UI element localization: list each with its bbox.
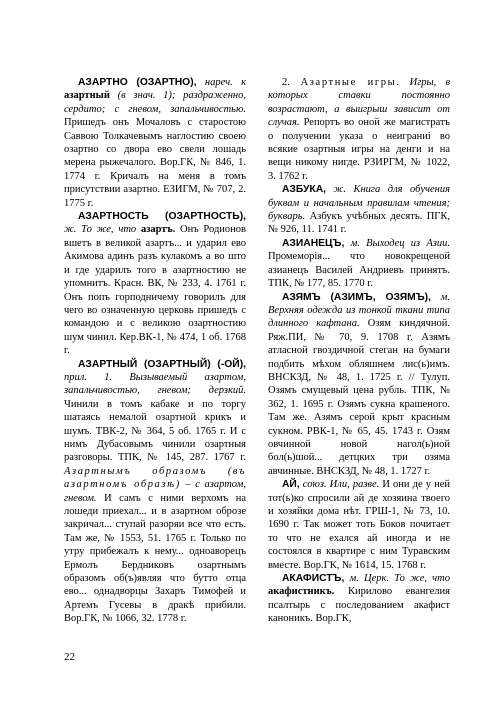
phrase-variant: (въ азартномъ образѣ) [64, 465, 246, 491]
grammar-note: нареч. к [196, 77, 247, 88]
phrase: Азартнымъ образомъ [64, 465, 207, 477]
headword: АЗИАНЕЦЪ, [282, 237, 345, 249]
grammar-note: м. [344, 573, 359, 585]
entry-azartno [64, 76, 246, 210]
entry-azartny-sense-2 [268, 76, 450, 183]
entry-akafist [268, 572, 450, 626]
entry-azianets [268, 237, 450, 291]
definition: Книга для обучения буквам и начальным правилам чтения; букварь. [268, 184, 450, 223]
examples: Азбукъ учѣбных десять. ПГК, № 926, 11. 1741 г. [268, 211, 450, 236]
headword: АЗАРТНОСТЬ (ОЗАРТНОСТЬ), [78, 211, 246, 223]
definition: (в знач. 1); раздраженно, сердито; с гневом, запальчивостью. [64, 90, 246, 115]
grammar-note: союз. [299, 479, 327, 491]
definition: Выходец из Азии. [359, 237, 450, 249]
phrase: Азартные игры. [289, 77, 401, 88]
definition: Вызываемый азартом, запальчивостью, гневом; дерзкий. [64, 371, 246, 397]
entry-azyam [268, 291, 450, 479]
headword: АЗБУКА, [282, 184, 327, 196]
page-number: 22 [64, 651, 75, 663]
definition: Или, разве. [326, 479, 380, 491]
right-column [268, 76, 450, 626]
examples: Озям киндячной. Ряж.ПИ, № 70, 9. 1708 г. Азямъ атласной гвоздичной стеган на бумаги подбить мѣхом обляшнем лис(ь)имъ. ВНСКЗД, № 48, 1. 1725 г. // Тулуп. Озямъ смущевый цена рубль. ТПК, № 362, 1. 1695 г. Озямъ сукна крашеного. Там же. Азямъ серой крыт красным сукном. РВК-1, № 65, 45. 1743 г. Озям овчинной новой нагол(ь)ной бол(ь)шой... детцких три озяма авчинные. ВНСКЗД, № 48, 1. 1727 г. [268, 318, 450, 477]
definition: Церк. То же, что [358, 573, 451, 585]
grammar-note: ж. [326, 184, 346, 196]
examples: Репортъ во оной же магистратъ о получении указа о неиграниі во всякие озартныя игры на денги и на вещи никому нигде. РЗИРГМ, № 1022, 3. 1762 г. [268, 117, 450, 182]
phrase-definition: – с азартом, гневом. [64, 479, 246, 504]
entry-azartny [64, 358, 246, 626]
examples: Онъ Родионов вшетъ в великой азартъ... и ударил ево Акимова адинъ разъ кулакомъ а во што и где ударилъ того в азартностию не упомнитъ. Красн. ВК, № 233, 4. 1761 г. Онъ попъ горподничему говорилъ для чего во означенную церковь пришедъ с командою и с великою озартностию шум чинил. Кер.ВК-1, № 474, 1 об. 1768 г. [64, 224, 246, 357]
sense-number: 2. [282, 77, 290, 88]
cross-reference: азартъ. [136, 224, 176, 236]
definition: Верхняя одежда из тонкой ткани типа длинного кафтана. [268, 304, 450, 330]
grammar-note: ж. [64, 224, 77, 236]
examples: Пришедъ онъ Мочаловъ с старостою Саввою Толкачевымъ наглостию своею озартно со двора ево свели лошадь мерена рыжечалого. Вор.ГК, № 846, 1. 1774 г. Кричалъ на меня в томъ присутствии азартно. ЕЗИГМ, № 707, 2. 1775 г. [64, 117, 246, 209]
grammar-note: м. [430, 291, 450, 303]
left-column [64, 76, 246, 626]
examples: И они де у ней тот(ь)ко спросили ай де хозяина твоего и хозяйки дома нѣт. ГРШ-1, № 73, 10. 1690 г. Так может тоть Боков почитает то что не ехался ай иногда и не состоялся в квартире с ним Туравским вместе. Вор.ГК, № 1614, 15. 1768 г. [268, 479, 450, 571]
grammar-note: прил. 1. [64, 371, 113, 383]
cross-reference: акафистникъ. [268, 586, 335, 598]
definition: Игры, в которых ставки постоянно возрастают, а выигрыш зависит от случая. [268, 77, 450, 129]
examples: Кирилово евангелия псалтырь с последованием акафист каноникъ. Вор.ГК, [268, 586, 450, 625]
examples: Чинили в томъ кабаке и по торгу шатаясь немалой озартной крикъ и шумъ. ТВК-2, № 364, 5 об. 1765 г. И с нимъ Дубасовымъ чинили озартныя разговоры. ТПК, № 145, 287. 1767 г. [64, 398, 246, 464]
definition: То же, что [76, 224, 137, 236]
examples: Промеморія... что новокрещеной азианецъ Василей Андриевъ принятъ. ТПК, № 177, 85. 1770 г. [268, 251, 450, 290]
entry-azbuka [268, 183, 450, 237]
headword: АЗЯМЪ (АЗИМЪ, ОЗЯМЪ), [282, 291, 431, 303]
grammar-note: м. [344, 237, 360, 249]
headword: АЗАРТНО (ОЗАРТНО), [78, 77, 197, 88]
examples: И самъ с ними верхомъ на лошеди приехал... и в азартном оброзе закричал... ступай разоряи все что есть. Там же, № 1553, 51. 1765 г. Только по утру прибежалъ к нему... одноаворецъ Ермолъ Бердниковъ озартнымъ образомъ об(ъ)являя что бутто отца ево... однадворцы Захаръ Тимофей и Артемъ Гусевы в дракѣ прибили. Вор.ГК, № 1066, 32. 1778 г. [64, 492, 246, 625]
entry-azartnost [64, 210, 246, 357]
headword: АКАФИСТЪ, [282, 573, 345, 585]
headword: АЙ, [282, 479, 300, 491]
cross-reference: азартный [64, 90, 110, 102]
entry-ai [268, 478, 450, 572]
headword: АЗАРТНЫЙ (ОЗАРТНЫЙ) (-ОЙ), [78, 358, 246, 370]
